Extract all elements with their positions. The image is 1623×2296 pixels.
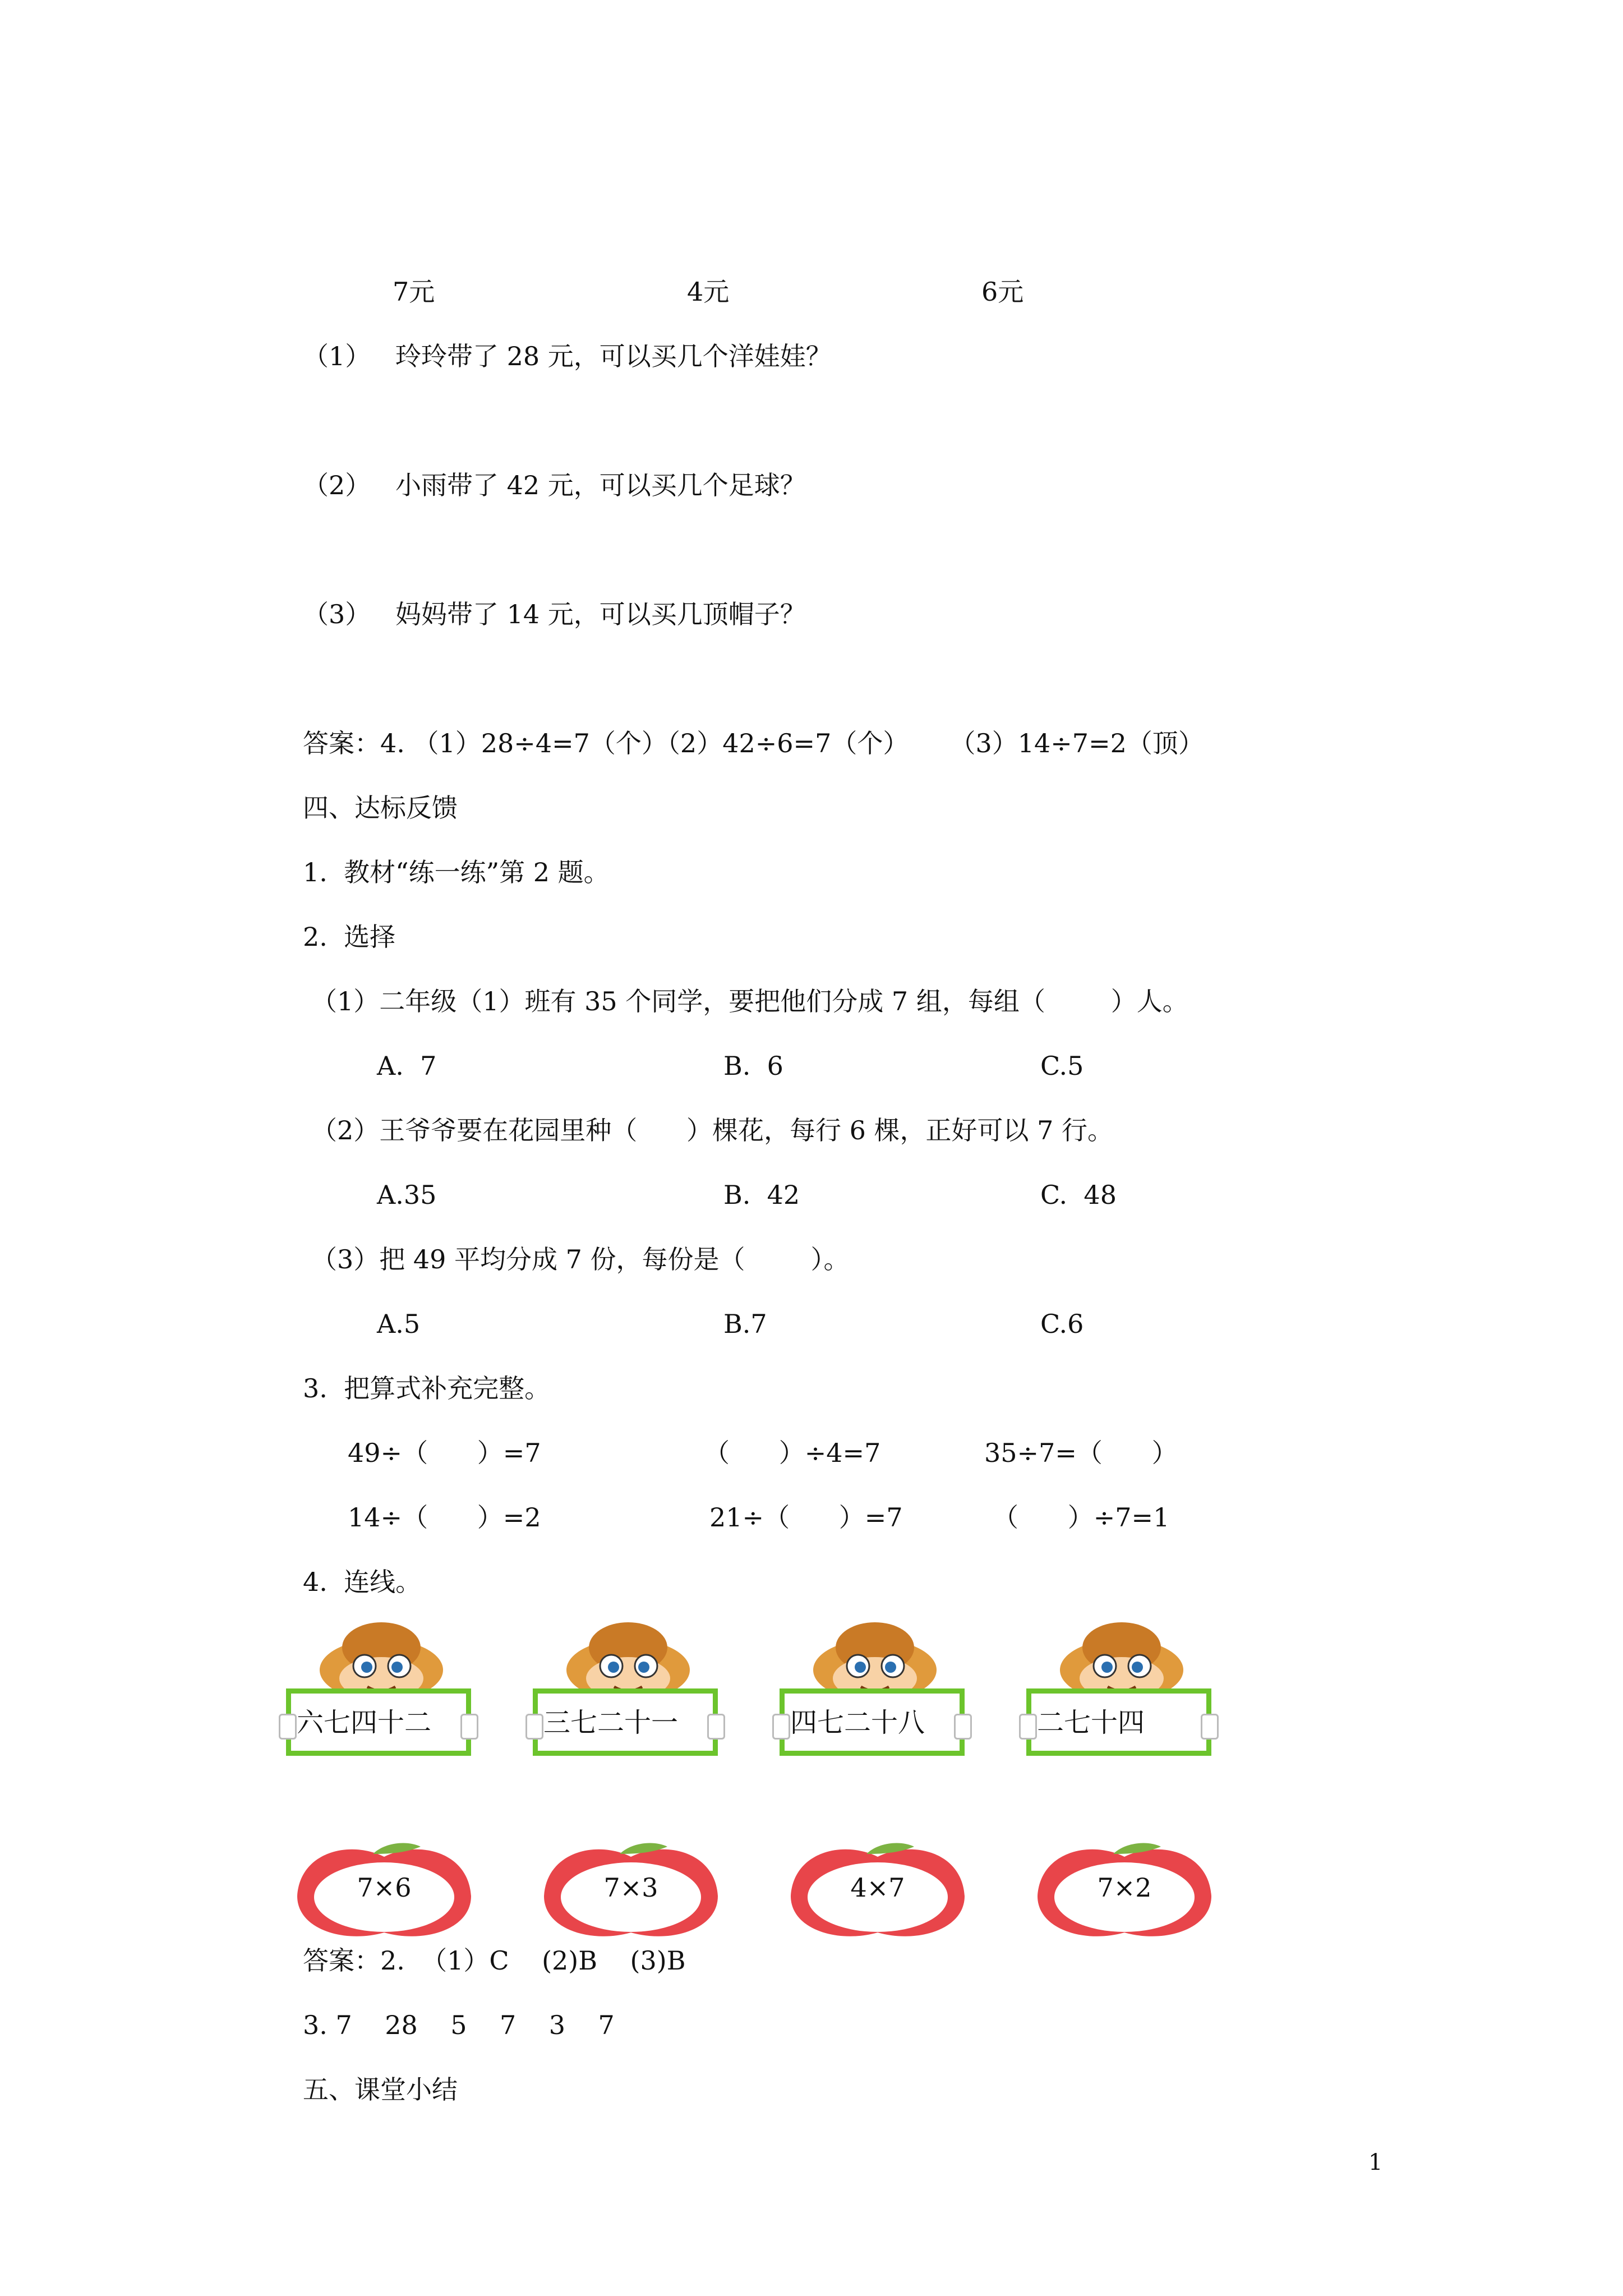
q3-option-b: B.7	[723, 1309, 767, 1339]
q2-option-c: C. 48	[1040, 1180, 1117, 1210]
q1-option-b: B. 6	[723, 1051, 783, 1081]
answer-4: 答案：4. （1）28÷4=7（个）（2）42÷6=7（个） （3）14÷7=2（顶）	[303, 728, 1204, 758]
answer-3: 3. 7 28 5 7 3 7	[303, 2010, 615, 2040]
q1-option-c: C.5	[1040, 1051, 1084, 1081]
card-hand	[954, 1714, 972, 1740]
card-hand	[279, 1714, 297, 1740]
equation-2-2: 21÷（ ）=7	[709, 1502, 903, 1533]
apple-label-2[interactable]: 7×3	[603, 1872, 658, 1903]
item-4: 4. 连线。	[303, 1567, 422, 1597]
equation-1-2: （ ）÷4=7	[704, 1438, 881, 1468]
match-card-1[interactable]	[286, 1688, 471, 1756]
question-1: （1）二年级（1）班有 35 个同学，要把他们分成 7 组，每组（ ）人。	[311, 986, 1188, 1016]
q1-option-a: A. 7	[377, 1051, 437, 1081]
price-1: 7元	[393, 277, 435, 307]
card-hand	[1019, 1714, 1037, 1740]
card-hand	[525, 1714, 543, 1740]
card-label: 六七四十二	[297, 1707, 432, 1738]
question-3: （3）把 49 平均分成 7 份，每份是（ ）。	[311, 1244, 850, 1274]
apple-label-1[interactable]: 7×6	[357, 1872, 412, 1903]
problem-3-number: （3）	[303, 599, 371, 629]
q3-option-a: A.5	[377, 1309, 421, 1339]
page-number: 1	[1368, 2150, 1383, 2175]
equation-1-1: 49÷（ ）=7	[348, 1438, 541, 1468]
card-hand	[707, 1714, 725, 1740]
item-3: 3. 把算式补充完整。	[303, 1373, 551, 1404]
problem-2-number: （2）	[303, 470, 371, 500]
card-hand	[460, 1714, 478, 1740]
equation-1-3: 35÷7=（ ）	[984, 1438, 1178, 1468]
equation-2-3: （ ）÷7=1	[993, 1502, 1170, 1533]
problem-2-text: 小雨带了 42 元，可以买几个足球？	[395, 470, 806, 500]
section-5-heading: 五、课堂小结	[303, 2074, 458, 2105]
equation-2-1: 14÷（ ）=2	[348, 1502, 541, 1533]
price-2: 4元	[687, 277, 730, 307]
card-hand	[1201, 1714, 1219, 1740]
q2-option-b: B. 42	[723, 1180, 800, 1210]
apple-label-3[interactable]: 4×7	[850, 1872, 905, 1903]
problem-1-text: 玲玲带了 28 元，可以买几个洋娃娃？	[395, 341, 832, 371]
problem-1-number: （1）	[303, 341, 371, 371]
item-1: 1. 教材“练一练”第 2 题。	[303, 857, 610, 887]
match-card-2[interactable]	[533, 1688, 718, 1756]
q2-option-a: A.35	[377, 1180, 437, 1210]
card-label: 四七二十八	[790, 1707, 925, 1738]
q3-option-c: C.6	[1040, 1309, 1084, 1339]
card-hand	[772, 1714, 790, 1740]
card-label: 二七十四	[1037, 1707, 1145, 1738]
section-4-heading: 四、达标反馈	[303, 793, 458, 823]
card-label: 三七二十一	[543, 1707, 679, 1738]
price-3: 6元	[981, 277, 1024, 307]
match-card-3[interactable]	[780, 1688, 965, 1756]
match-card-4[interactable]	[1026, 1688, 1211, 1756]
answer-2: 答案：2. （1）C (2)B (3)B	[303, 1945, 686, 1976]
apple-label-4[interactable]: 7×2	[1097, 1872, 1152, 1903]
item-2: 2. 选择	[303, 922, 396, 952]
question-2: （2）王爷爷要在花园里种（ ）棵花，每行 6 棵，正好可以 7 行。	[311, 1115, 1114, 1145]
problem-3-text: 妈妈带了 14 元，可以买几顶帽子？	[395, 599, 806, 629]
